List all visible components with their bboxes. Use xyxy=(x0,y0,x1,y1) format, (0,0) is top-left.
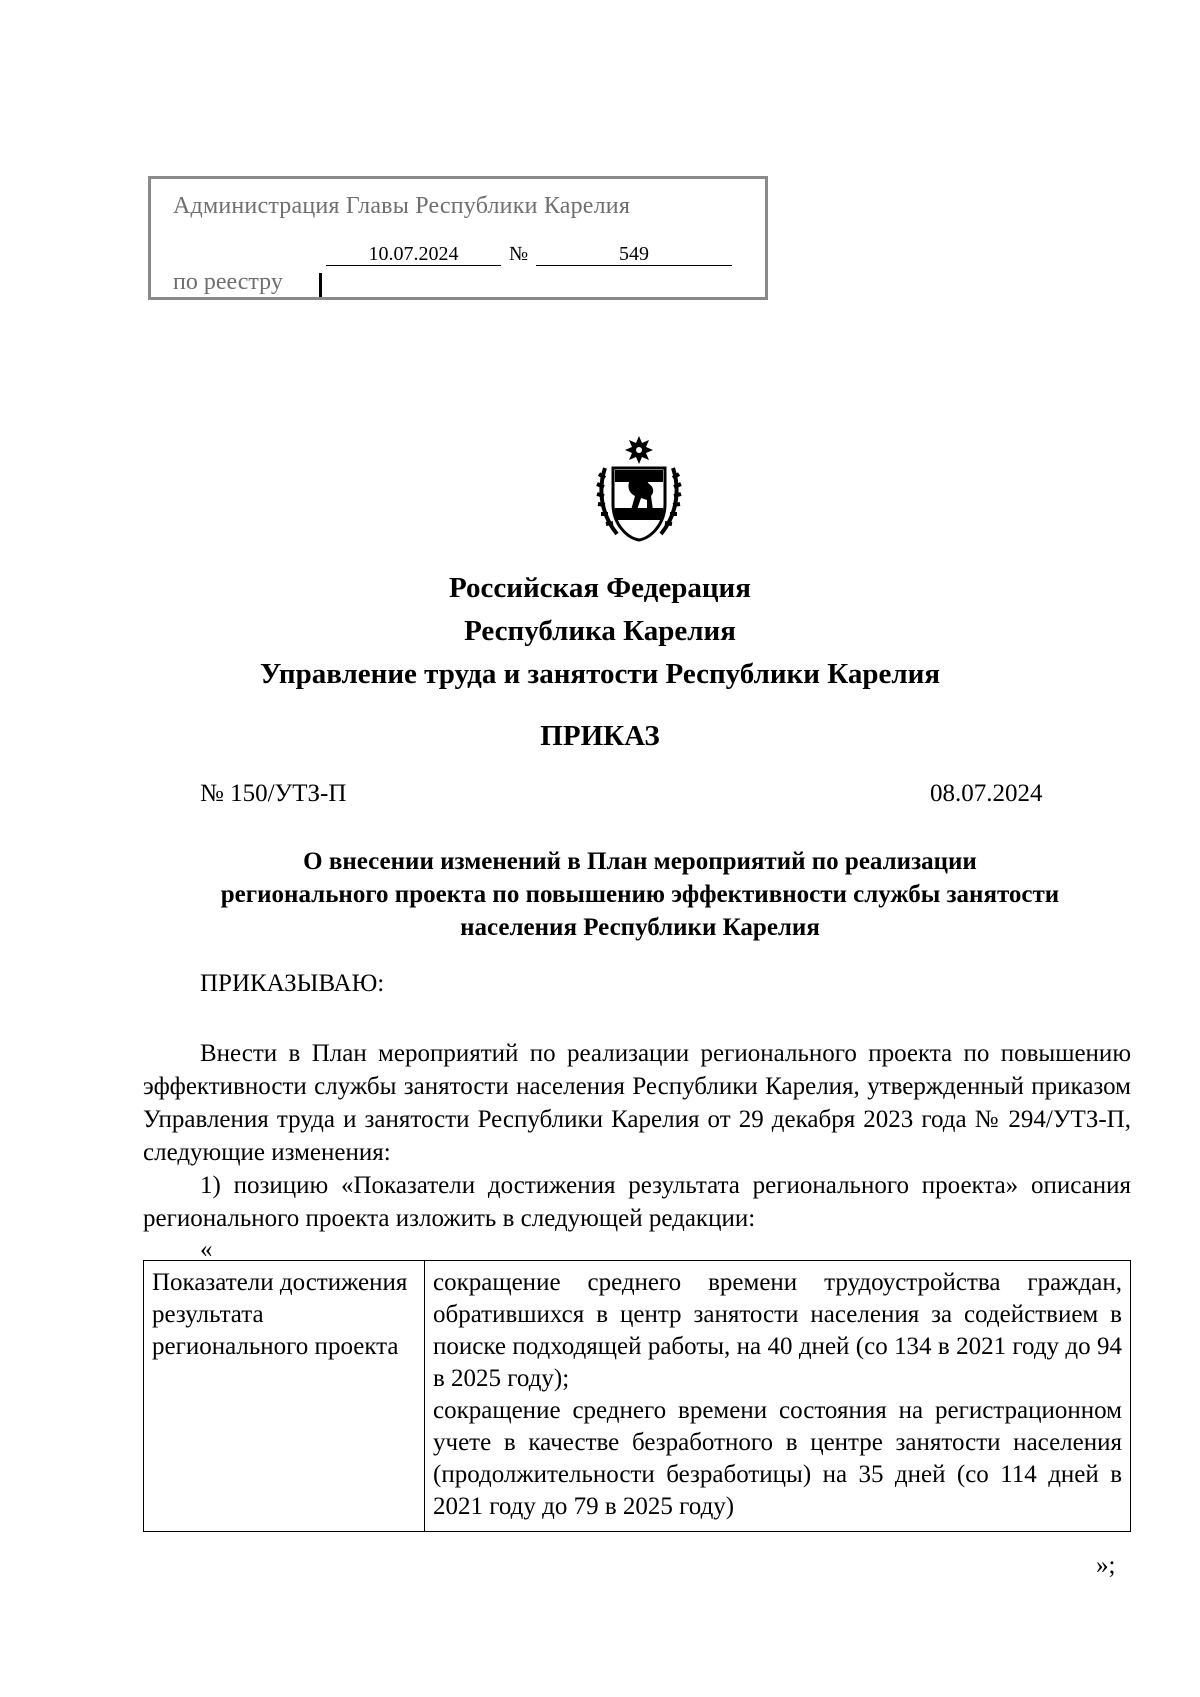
indicator-1: сокращение среднего времени трудоустройства граждан, обратившихся в центр занятости населения за содействием в поиске подходящей работы, на 40 дней (со 134 в 2021 году до 94 в 2025 году); xyxy=(433,1269,1122,1392)
subject-line: регионального проекта по повышению эффективности службы занятости xyxy=(220,881,1060,908)
document-type-title: ПРИКАЗ xyxy=(540,720,660,752)
table-cell-content xyxy=(425,1261,1131,1532)
stamp-title: Администрация Главы Республики Карелия xyxy=(173,193,631,219)
subject-line: населения Республики Карелия xyxy=(460,914,820,941)
subject-line: О внесении изменений в План мероприятий по реализации xyxy=(303,848,977,875)
order-word: ПРИКАЗЫВАЮ: xyxy=(200,970,385,997)
table-cell-label: Показатели достижения результата регионального проекта xyxy=(144,1261,425,1532)
header-agency: Управление труда и занятости Республики Карелия xyxy=(259,658,941,690)
paragraph-1: Внести в План мероприятий по реализации регионального проекта по повышению эффективности службы занятости населения Республики Карелия, утвержденный приказом Управления труда и занятости Республики Карелия от 29 декабря 2023 года № 294/УТЗ-П, следующие изменения: xyxy=(143,1040,1131,1166)
coat-of-arms-icon xyxy=(591,434,687,546)
header-country: Российская Федерация xyxy=(449,572,751,604)
indicator-2: сокращение среднего времени состояния на регистрационном учете в качестве безработного в центре занятости населения (продолжительности безработицы) на 35 дней (со 114 дней в 2021 году до 79 в 2025 году) xyxy=(433,1397,1122,1520)
quote-open: « xyxy=(200,1236,213,1263)
table-row xyxy=(144,1261,1131,1532)
stamp-date: 10.07.2024 xyxy=(326,243,501,266)
paragraph-2: 1) позицию «Показатели достижения результата регионального проекта» описания регионального проекта изложить в следующей редакции: xyxy=(143,1172,1131,1232)
header-republic: Республика Карелия xyxy=(464,615,736,647)
stamp-number-sign: № xyxy=(509,243,529,265)
text-cursor xyxy=(319,273,322,297)
order-number: № 150/УТЗ-П xyxy=(200,780,347,807)
registry-stamp xyxy=(148,176,768,300)
stamp-registry-label: по реестру xyxy=(173,269,283,295)
order-date: 08.07.2024 xyxy=(930,780,1043,807)
order-subject xyxy=(150,845,1130,944)
stamp-number: 549 xyxy=(536,243,732,266)
quote-close: »; xyxy=(1096,1552,1116,1579)
indicators-table xyxy=(143,1260,1131,1532)
